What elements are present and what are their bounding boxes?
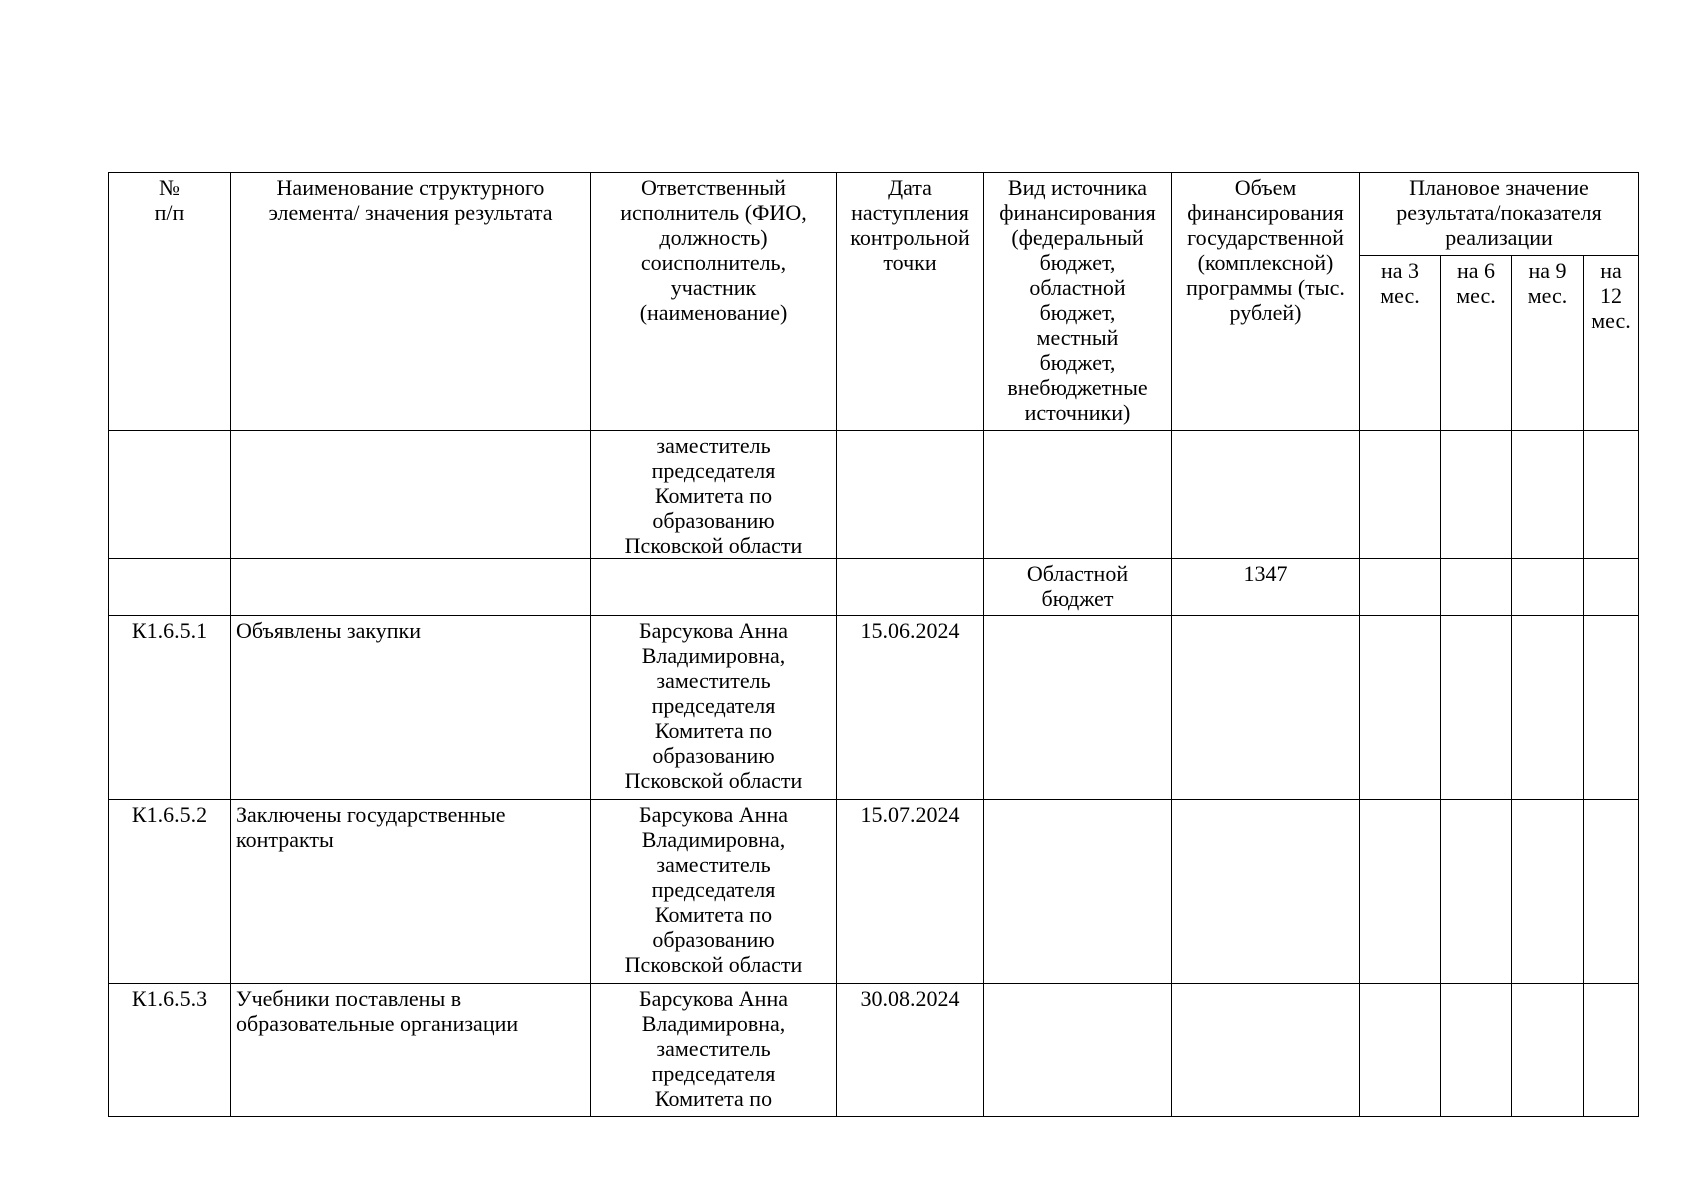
- header-m12: на 12 мес.: [1584, 256, 1639, 431]
- cell-volume: [1172, 984, 1360, 1117]
- table-row: [109, 559, 1639, 616]
- header-m3: на 3 мес.: [1360, 256, 1441, 431]
- cell-responsible: Барсукова Анна Владимировна, заместитель председателя Комитета по образованию Псковской области: [591, 800, 837, 984]
- cell-source: Областной бюджет: [984, 559, 1172, 616]
- cell-volume: [1172, 431, 1360, 559]
- cell-source: [984, 800, 1172, 984]
- cell-m12: [1584, 431, 1639, 559]
- cell-volume: 1347: [1172, 559, 1360, 616]
- cell-name: Учебники поставлены в образовательные организации: [231, 984, 591, 1117]
- cell-responsible: Барсукова Анна Владимировна, заместитель председателя Комитета по образованию Псковской области: [591, 616, 837, 800]
- cell-m9: [1512, 559, 1584, 616]
- cell-name: Заключены государственные контракты: [231, 800, 591, 984]
- cell-m12: [1584, 984, 1639, 1117]
- cell-source: [984, 431, 1172, 559]
- cell-m9: [1512, 431, 1584, 559]
- cell-m3: [1360, 800, 1441, 984]
- cell-num: К1.6.5.3: [109, 984, 231, 1117]
- cell-date: [837, 431, 984, 559]
- cell-volume: [1172, 616, 1360, 800]
- cell-m3: [1360, 431, 1441, 559]
- cell-m12: [1584, 616, 1639, 800]
- header-m6: на 6 мес.: [1441, 256, 1512, 431]
- table-row: [109, 984, 1639, 1117]
- cell-volume: [1172, 800, 1360, 984]
- header-name: Наименование структурного элемента/ значения результата: [231, 173, 591, 431]
- cell-num: [109, 431, 231, 559]
- header-source: Вид источника финансирования (федеральный бюджет, областной бюджет, местный бюджет, внебюджетные источники): [984, 173, 1172, 431]
- cell-num: [109, 559, 231, 616]
- control-points-table: [108, 172, 1639, 1117]
- cell-m3: [1360, 559, 1441, 616]
- cell-m9: [1512, 616, 1584, 800]
- cell-m6: [1441, 800, 1512, 984]
- cell-m6: [1441, 616, 1512, 800]
- cell-name: [231, 559, 591, 616]
- header-date: Дата наступления контрольной точки: [837, 173, 984, 431]
- table-row: [109, 800, 1639, 984]
- cell-source: [984, 984, 1172, 1117]
- header-row-1: [109, 173, 1639, 256]
- cell-m3: [1360, 984, 1441, 1117]
- cell-num: К1.6.5.2: [109, 800, 231, 984]
- cell-m6: [1441, 984, 1512, 1117]
- header-num: № п/п: [109, 173, 231, 431]
- header-m9: на 9 мес.: [1512, 256, 1584, 431]
- cell-responsible: Барсукова Анна Владимировна, заместитель председателя Комитета по: [591, 984, 837, 1117]
- cell-date: 15.07.2024: [837, 800, 984, 984]
- cell-date: 15.06.2024: [837, 616, 984, 800]
- cell-m6: [1441, 559, 1512, 616]
- cell-m12: [1584, 800, 1639, 984]
- header-planned: Плановое значение результата/показателя реализации: [1360, 173, 1639, 256]
- header-responsible: Ответственный исполнитель (ФИО, должность) соисполнитель, участник (наименование): [591, 173, 837, 431]
- table-row: [109, 431, 1639, 559]
- cell-m9: [1512, 800, 1584, 984]
- cell-m6: [1441, 431, 1512, 559]
- cell-m3: [1360, 616, 1441, 800]
- cell-source: [984, 616, 1172, 800]
- cell-responsible: [591, 559, 837, 616]
- cell-date: [837, 559, 984, 616]
- cell-name: Объявлены закупки: [231, 616, 591, 800]
- cell-m12: [1584, 559, 1639, 616]
- cell-num: К1.6.5.1: [109, 616, 231, 800]
- cell-m9: [1512, 984, 1584, 1117]
- table-row: [109, 616, 1639, 800]
- header-volume: Объем финансирования государственной (комплексной) программы (тыс. рублей): [1172, 173, 1360, 431]
- cell-responsible: заместитель председателя Комитета по образованию Псковской области: [591, 431, 837, 559]
- cell-date: 30.08.2024: [837, 984, 984, 1117]
- cell-name: [231, 431, 591, 559]
